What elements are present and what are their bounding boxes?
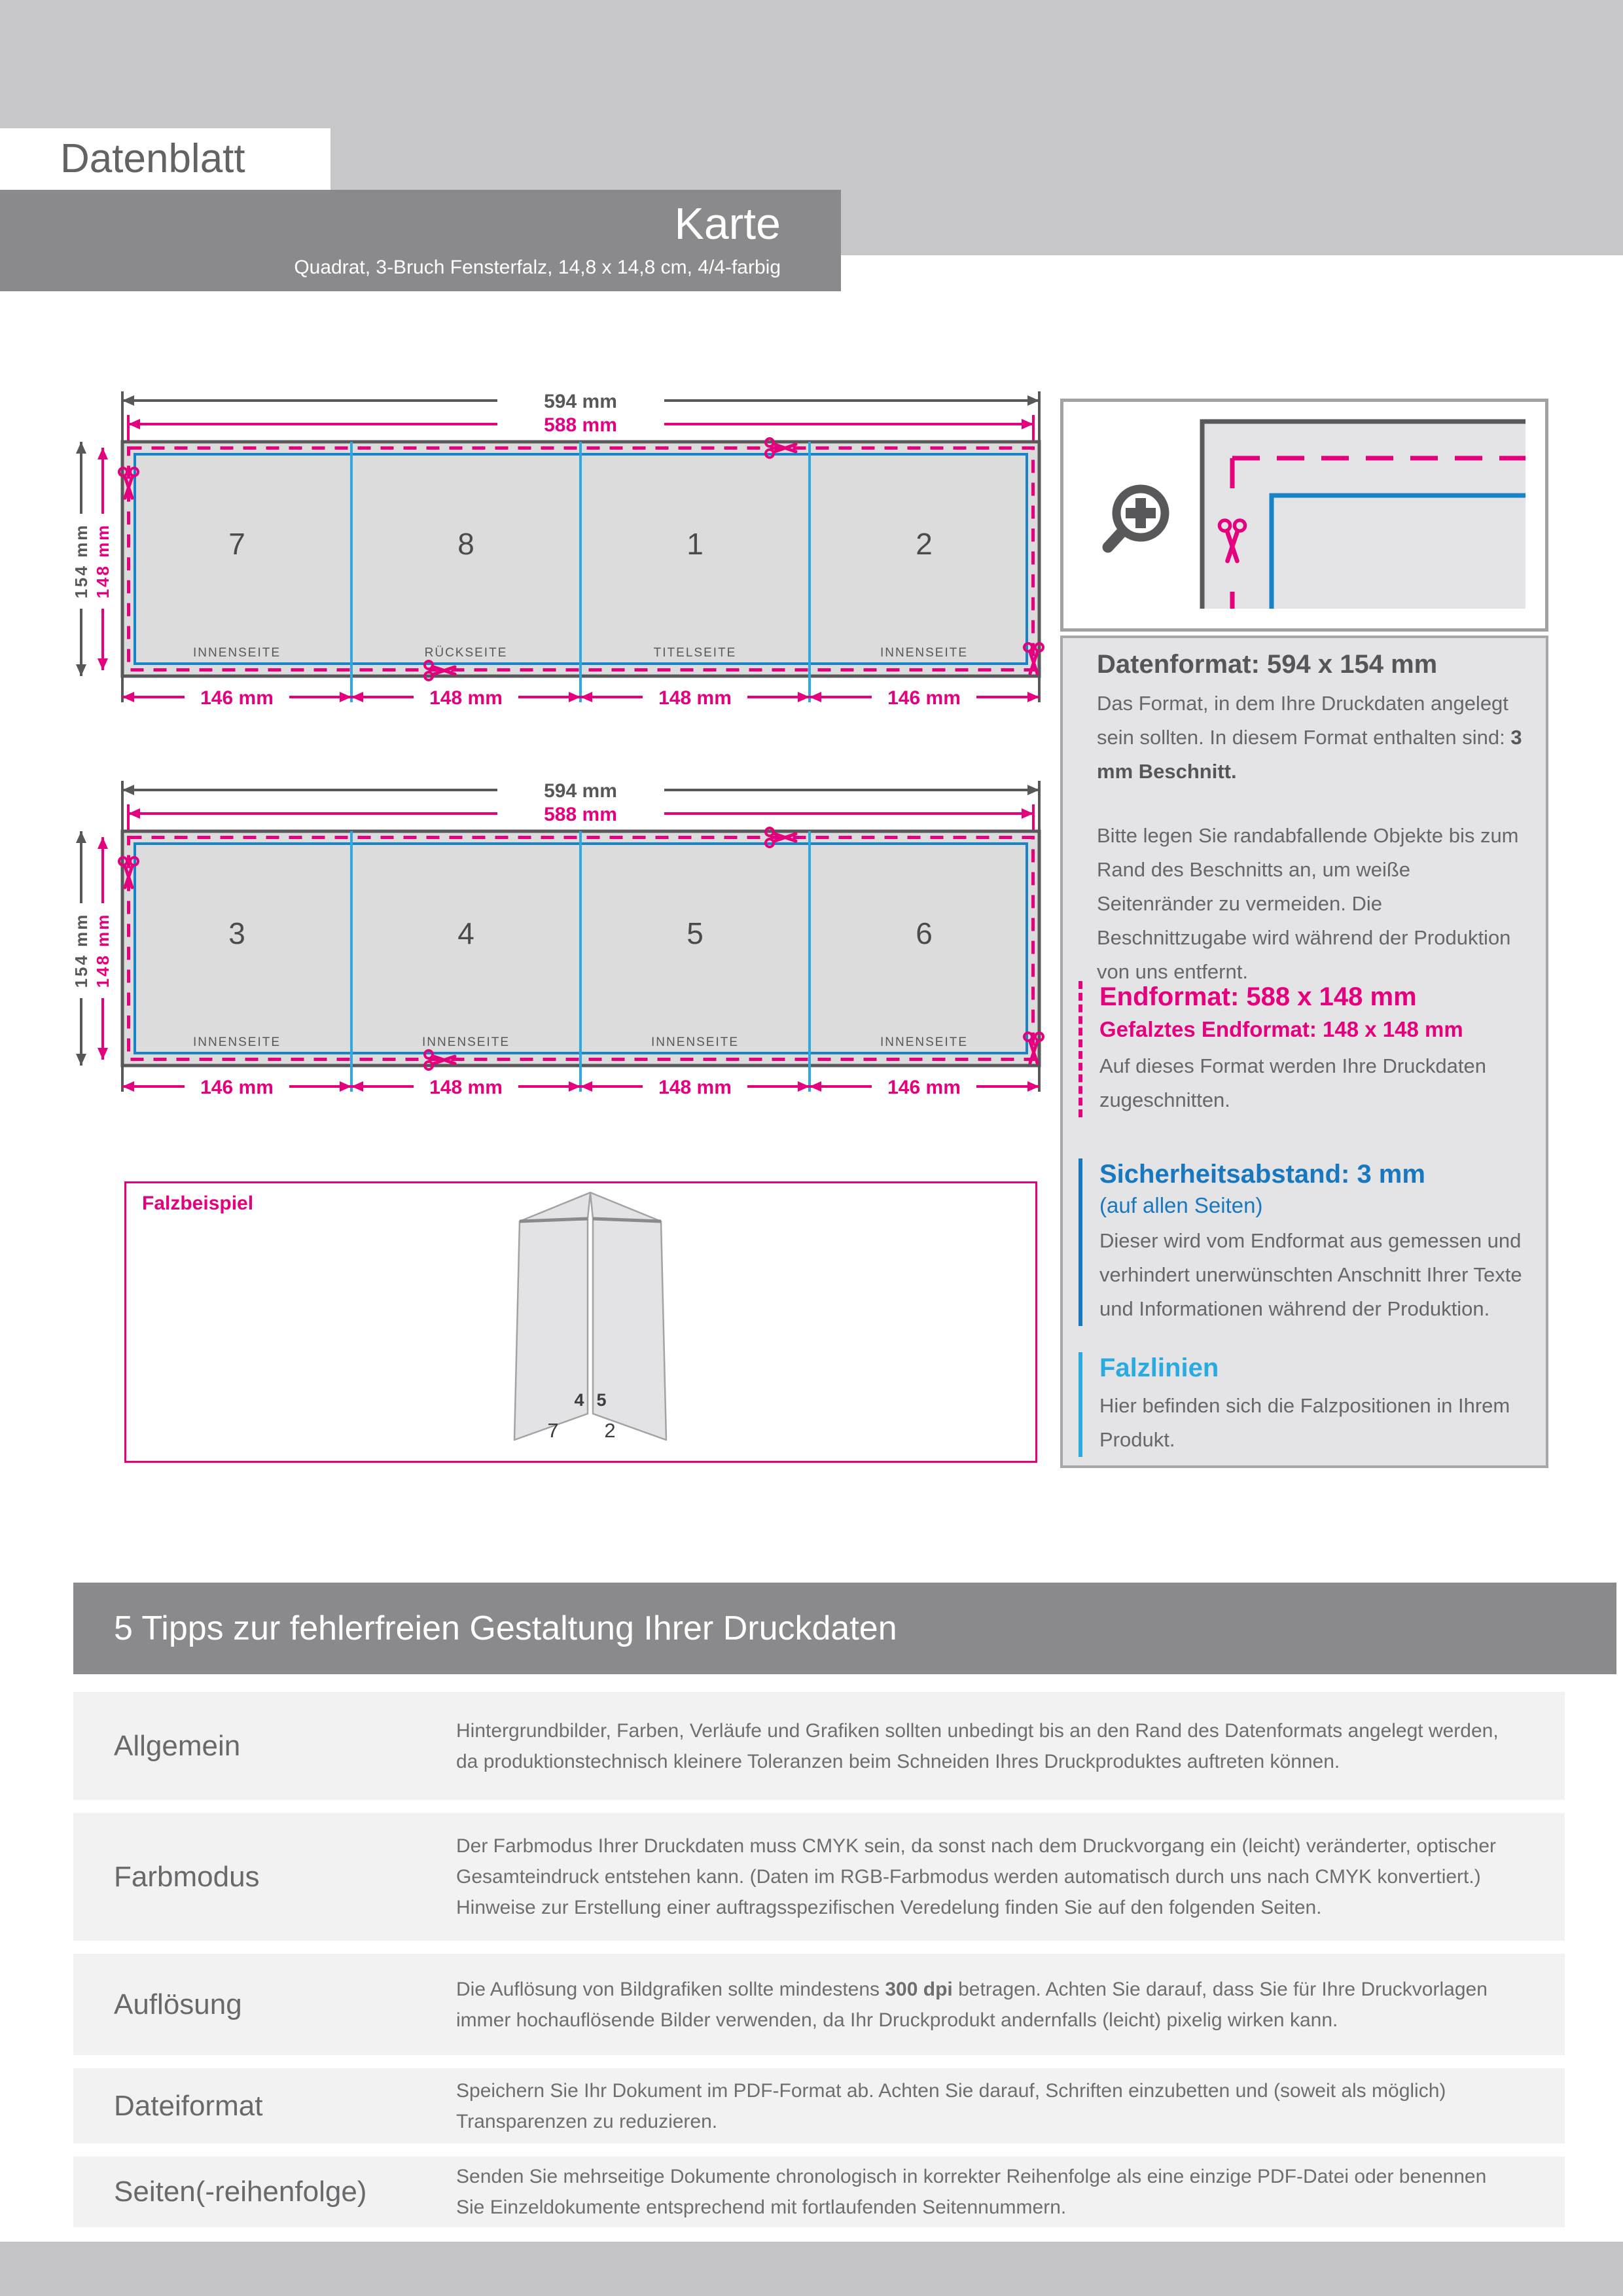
dimension-height-trim xyxy=(93,448,113,670)
tip-label: Seiten(-reihenfolge) xyxy=(114,2176,367,2208)
bleed-zoom-illustration-box xyxy=(1060,399,1548,632)
sicherheitsabstand-subheading: (auf allen Seiten) xyxy=(1099,1193,1263,1217)
dimension-datenformat-width xyxy=(122,391,1039,412)
datenblatt-label-box xyxy=(0,128,330,190)
panel-width: 148 mm xyxy=(658,687,732,709)
panel-width: 148 mm xyxy=(429,687,503,709)
datenformat-bleed-value: 3 mm Beschnitt. xyxy=(1097,726,1522,783)
panel-width: 148 mm xyxy=(658,1077,732,1098)
product-subtitle: Quadrat, 3-Bruch Fensterfalz, 14,8 x 14,8 cm, 4/4-farbig xyxy=(294,257,781,278)
tip-text: betragen. Achten Sie darauf, dass Sie für Ihre Druckvorlagen immer hochauflösende Bilder verwenden, da Ihr Druckprodukt andernfalls (leicht) pixelig wirken kann. xyxy=(456,1978,1488,2031)
tip-text: Die Auflösung von Bildgrafiken sollte mindestens xyxy=(456,1978,885,2000)
panel-number: 1 xyxy=(687,527,704,561)
panel-number: 5 xyxy=(687,916,704,950)
panel-side-label: INNENSEITE xyxy=(880,1035,969,1049)
dim-594: 594 mm xyxy=(544,780,617,802)
sicherheitsabstand-heading: Sicherheitsabstand: 3 mm xyxy=(1099,1160,1425,1189)
card-roof-right xyxy=(590,1193,661,1221)
panel-side-label: INNENSEITE xyxy=(880,646,969,660)
tips-title: 5 Tipps zur fehlerfreien Gestaltung Ihrer Druckdaten xyxy=(114,1609,897,1647)
panel-width: 146 mm xyxy=(200,687,274,709)
panel-number: 6 xyxy=(916,916,933,950)
dimension-datenformat-width xyxy=(122,780,1039,802)
tip-text: Hintergrundbilder, Farben, Verläufe und Grafiken sollten unbedingt bis an den Rand des Datenformats angelegt werden, da produktionstechnisch kleinere Toleranzen beim Schneiden Ihres Druckproduktes auftreten können. xyxy=(456,1719,1499,1772)
zoom-plus-icon xyxy=(1108,489,1165,547)
endformat-subheading: Gefalztes Endformat: 148 x 148 mm xyxy=(1099,1017,1463,1041)
tip-label: Farbmodus xyxy=(114,1860,260,1893)
dimension-height-outer xyxy=(71,442,91,676)
dim-148-v: 148 mm xyxy=(93,523,113,599)
folded-card-illustration xyxy=(126,1183,1035,1461)
tip-row-allgemein xyxy=(73,1692,1565,1800)
tips-title-band xyxy=(73,1583,1616,1674)
tip-label: Auflösung xyxy=(114,1988,242,2020)
panel-width: 146 mm xyxy=(200,1077,274,1098)
endformat-body: Auf dieses Format werden Ihre Druckdaten zugeschnitten. xyxy=(1099,1054,1486,1111)
dim-154: 154 mm xyxy=(71,523,91,599)
card-number-4: 4 xyxy=(574,1390,584,1410)
panel-width: 146 mm xyxy=(887,1077,961,1098)
fold-example-title: Falzbeispiel xyxy=(142,1193,254,1214)
dim-148-v: 148 mm xyxy=(93,912,113,988)
sicherheitsabstand-body: Dieser wird vom Endformat aus gemessen und verhindert unerwünschten Anschnitt Ihrer Texte und Informationen während der Produktion. xyxy=(1099,1229,1522,1320)
tip-text: Senden Sie mehrseitige Dokumente chronologisch in korrekter Reihenfolge als eine einzige PDF-Datei oder benennen Sie Einzeldokumente entsprechend mit fortlaufenden Seitennummern. xyxy=(456,2166,1487,2218)
tip-row-farbmodus xyxy=(73,1813,1565,1941)
dim-588: 588 mm xyxy=(544,804,617,825)
panel-side-label: INNENSEITE xyxy=(421,1035,510,1049)
tip-row-aufloesung xyxy=(73,1954,1565,2055)
spread-diagram-outside xyxy=(65,367,1060,740)
panel-number: 4 xyxy=(457,916,474,950)
tip-label: Dateiformat xyxy=(114,2089,263,2122)
dim-588: 588 mm xyxy=(544,414,617,436)
panel-side-label: INNENSEITE xyxy=(651,1035,740,1049)
spread-diagram-inside xyxy=(65,756,1060,1129)
panel-side-label: RÜCKSEITE xyxy=(424,646,508,660)
corner-fill xyxy=(1202,422,1525,609)
panel-side-label: TITELSEITE xyxy=(653,646,737,660)
tip-text: Der Farbmodus Ihrer Druckdaten muss CMYK sein, da sonst nach dem Druckvorgang ein (leicht) veränderter, optischer Gesamteindruck entstehen kann. (Daten im RGB-Farbmodus werden automatisch durch uns nach CMYK konvertiert.) Hinweise zur Erstellung einer auftragsspezifischen Veredelung finden Sie auf den folgenden Seiten. xyxy=(456,1835,1497,1918)
card-roof-left xyxy=(520,1193,590,1221)
card-number-7: 7 xyxy=(547,1419,559,1442)
panel-number: 7 xyxy=(228,527,245,561)
section-sicherheitsabstand xyxy=(1079,1158,1528,1326)
falzlinien-body: Hier befinden sich die Falzpositionen in Ihrem Produkt. xyxy=(1099,1394,1510,1451)
section-datenformat xyxy=(1097,649,1529,989)
section-endformat xyxy=(1079,981,1528,1117)
panel-number: 3 xyxy=(228,916,245,950)
panel-side-label: INNENSEITE xyxy=(192,1035,281,1049)
product-title: Karte xyxy=(674,199,781,249)
card-number-5: 5 xyxy=(596,1390,607,1410)
bleed-corner-illustration xyxy=(1063,402,1545,628)
datenformat-heading: Datenformat: 594 x 154 mm xyxy=(1097,650,1438,679)
section-falzlinien xyxy=(1079,1352,1528,1457)
footer-band xyxy=(0,2242,1623,2296)
card-number-2: 2 xyxy=(604,1419,616,1442)
falzlinien-heading: Falzlinien xyxy=(1099,1354,1219,1382)
tip-text-bold: 300 dpi xyxy=(885,1978,953,2000)
panel-number: 2 xyxy=(916,527,933,561)
datenblatt-label: Datenblatt xyxy=(60,136,245,181)
panel-number: 8 xyxy=(457,527,474,561)
fold-example-box xyxy=(124,1181,1037,1463)
dimension-height-trim xyxy=(93,837,113,1060)
tip-row-seitenreihenfolge xyxy=(73,2157,1565,2227)
panel-width: 148 mm xyxy=(429,1077,503,1098)
tip-text: Speichern Sie Ihr Dokument im PDF-Format ab. Achten Sie darauf, Schriften einzubetten und (soweit als möglich) Transparenzen zu reduzieren. xyxy=(456,2079,1446,2132)
format-info-panel xyxy=(1060,636,1548,1468)
panel-width: 146 mm xyxy=(887,687,961,709)
product-title-band xyxy=(0,190,841,291)
dimension-height-outer xyxy=(71,831,91,1066)
endformat-heading: Endformat: 588 x 148 mm xyxy=(1099,982,1417,1011)
panel-side-label: INNENSEITE xyxy=(192,646,281,660)
tip-label: Allgemein xyxy=(114,1729,241,1762)
tip-row-dateiformat xyxy=(73,2068,1565,2144)
datenformat-body-2: Bitte legen Sie randabfallende Objekte bis zum Rand des Beschnitts an, um weiße Seitenränder zu vermeiden. Die Beschnittzugabe wird während der Produktion von uns entfernt. xyxy=(1097,824,1519,983)
dim-154: 154 mm xyxy=(71,912,91,988)
datenformat-body: Das Format, in dem Ihre Druckdaten angelegt sein sollten. In diesem Format enthalten sind: xyxy=(1097,692,1511,749)
dim-594: 594 mm xyxy=(544,391,617,412)
